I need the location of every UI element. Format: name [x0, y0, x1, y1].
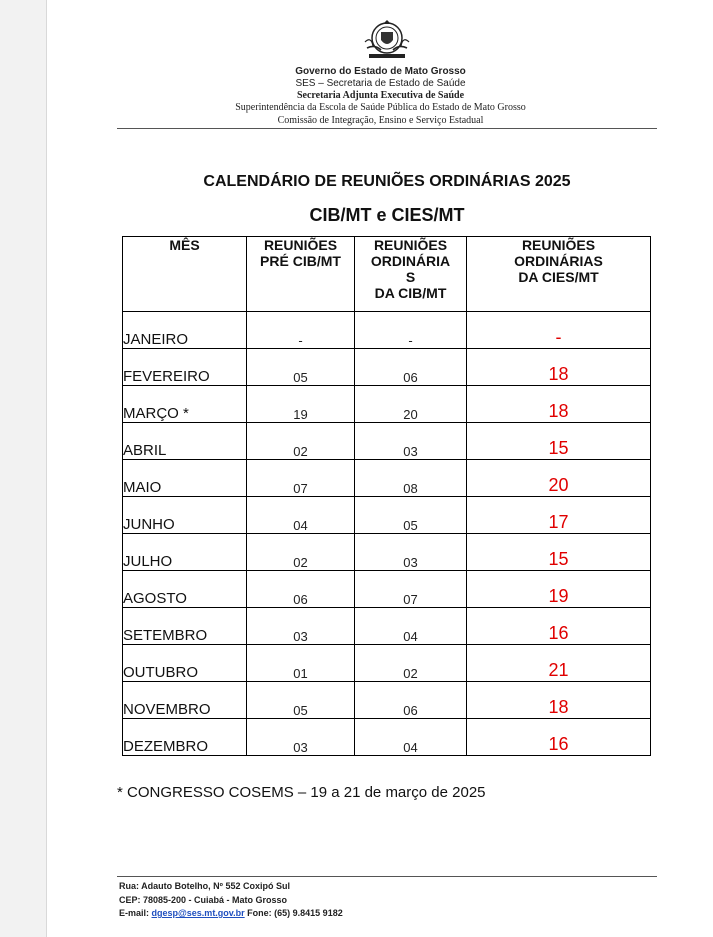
footer-cep: CEP: 78085-200 - Cuiabá - Mato Grosso	[119, 895, 288, 905]
cies-cell: 16	[467, 608, 651, 645]
cib-cell: 04	[355, 719, 467, 756]
pre-cib-cell: 03	[247, 719, 355, 756]
cib-cell: 06	[355, 349, 467, 386]
cies-cell: 20	[467, 460, 651, 497]
header-secretariat: SES – Secretaria de Estado de Saúde	[295, 78, 466, 89]
header-government: Governo do Estado de Mato Grosso	[295, 66, 466, 77]
page-subtitle: CIB/MT e CIES/MT	[309, 205, 465, 225]
table-row	[123, 423, 651, 460]
header-adjunct-secretariat: Secretaria Adjunta Executiva de Saúde	[296, 90, 465, 101]
month-cell: MARÇO *	[123, 386, 247, 423]
pre-cib-cell: 04	[247, 497, 355, 534]
month-cell: SETEMBRO	[123, 608, 247, 645]
footer-address: Rua: Adauto Botelho, Nº 552 Coxipó Sul	[119, 881, 290, 891]
month-cell: FEVEREIRO	[123, 349, 247, 386]
footer-email-label: E-mail:	[119, 908, 152, 918]
cib-cell: 02	[355, 645, 467, 682]
month-cell: AGOSTO	[123, 571, 247, 608]
table-row	[123, 386, 651, 423]
footnote-congress: * CONGRESSO COSEMS – 19 a 21 de março de 2025	[117, 784, 486, 801]
cib-cell: 07	[355, 571, 467, 608]
column-header-cib-line3: S	[405, 269, 416, 285]
cies-cell: 15	[467, 534, 651, 571]
cib-cell: 05	[355, 497, 467, 534]
page-title: CALENDÁRIO DE REUNIÕES ORDINÁRIAS 2025	[203, 173, 571, 190]
footer-contact	[119, 908, 343, 918]
cies-cell: 19	[467, 571, 651, 608]
table-row	[123, 608, 651, 645]
cib-cell: 20	[355, 386, 467, 423]
pre-cib-cell: 02	[247, 423, 355, 460]
cies-cell: 16	[467, 719, 651, 756]
column-header-cib-line2: ORDINÁRIA	[370, 253, 451, 269]
table-row	[123, 571, 651, 608]
cib-cell: 08	[355, 460, 467, 497]
cib-cell: 03	[355, 423, 467, 460]
cib-cell: -	[355, 312, 467, 349]
month-cell: JULHO	[123, 534, 247, 571]
footer-email-link[interactable]: dgesp@ses.mt.gov.br	[151, 908, 245, 918]
month-cell: NOVEMBRO	[123, 682, 247, 719]
table-row	[123, 349, 651, 386]
month-cell: ABRIL	[123, 423, 247, 460]
pre-cib-cell: 02	[247, 534, 355, 571]
table-row	[123, 497, 651, 534]
meetings-calendar-table	[122, 236, 651, 756]
table-row	[123, 460, 651, 497]
column-header-cies-line2: ORDINÁRIAS	[514, 253, 603, 269]
pre-cib-cell: 03	[247, 608, 355, 645]
state-coat-of-arms-icon	[361, 18, 413, 62]
pre-cib-cell: 05	[247, 682, 355, 719]
cib-cell: 06	[355, 682, 467, 719]
cib-cell: 03	[355, 534, 467, 571]
table-row	[123, 719, 651, 756]
header-divider	[117, 128, 657, 129]
column-header-cib-line4: DA CIB/MT	[374, 285, 447, 301]
pre-cib-cell: 07	[247, 460, 355, 497]
table-row	[123, 534, 651, 571]
table-row	[123, 312, 651, 349]
cies-cell: 21	[467, 645, 651, 682]
column-header-month	[123, 237, 247, 312]
column-header-cib-line1: REUNIÕES	[373, 237, 448, 253]
month-cell: MAIO	[123, 460, 247, 497]
column-header-cies-line1: REUNIÕES	[521, 237, 596, 253]
footer-phone: Fone: (65) 9.8415 9182	[244, 908, 343, 918]
month-cell: JUNHO	[123, 497, 247, 534]
pre-cib-cell: -	[247, 312, 355, 349]
cies-cell: 18	[467, 682, 651, 719]
month-cell: DEZEMBRO	[123, 719, 247, 756]
month-cell: JANEIRO	[123, 312, 247, 349]
column-header-month-label: MÊS	[169, 237, 200, 253]
pre-cib-cell: 05	[247, 349, 355, 386]
cies-cell: 17	[467, 497, 651, 534]
month-cell: OUTUBRO	[123, 645, 247, 682]
cies-cell: 18	[467, 386, 651, 423]
header-commission: Comissão de Integração, Ensino e Serviço Estadual	[277, 115, 484, 126]
cies-cell: 18	[467, 349, 651, 386]
cies-cell: 15	[467, 423, 651, 460]
table-row	[123, 682, 651, 719]
column-header-pre-cib-line1: REUNIÕES	[263, 237, 338, 253]
pre-cib-cell: 19	[247, 386, 355, 423]
table-row	[123, 645, 651, 682]
column-header-cib	[355, 237, 467, 312]
footer-divider	[117, 876, 657, 877]
pre-cib-cell: 06	[247, 571, 355, 608]
header-superintendency: Superintendência da Escola de Saúde Pública do Estado de Mato Grosso	[235, 102, 526, 113]
column-header-pre-cib-line2: PRÉ CIB/MT	[260, 253, 341, 269]
cies-cell: -	[467, 312, 651, 349]
column-header-cies-line3: DA CIES/MT	[518, 269, 599, 285]
column-header-cies	[467, 237, 651, 312]
table-header-row	[123, 237, 651, 312]
document-page	[46, 0, 713, 937]
column-header-pre-cib	[247, 237, 355, 312]
cib-cell: 04	[355, 608, 467, 645]
pre-cib-cell: 01	[247, 645, 355, 682]
